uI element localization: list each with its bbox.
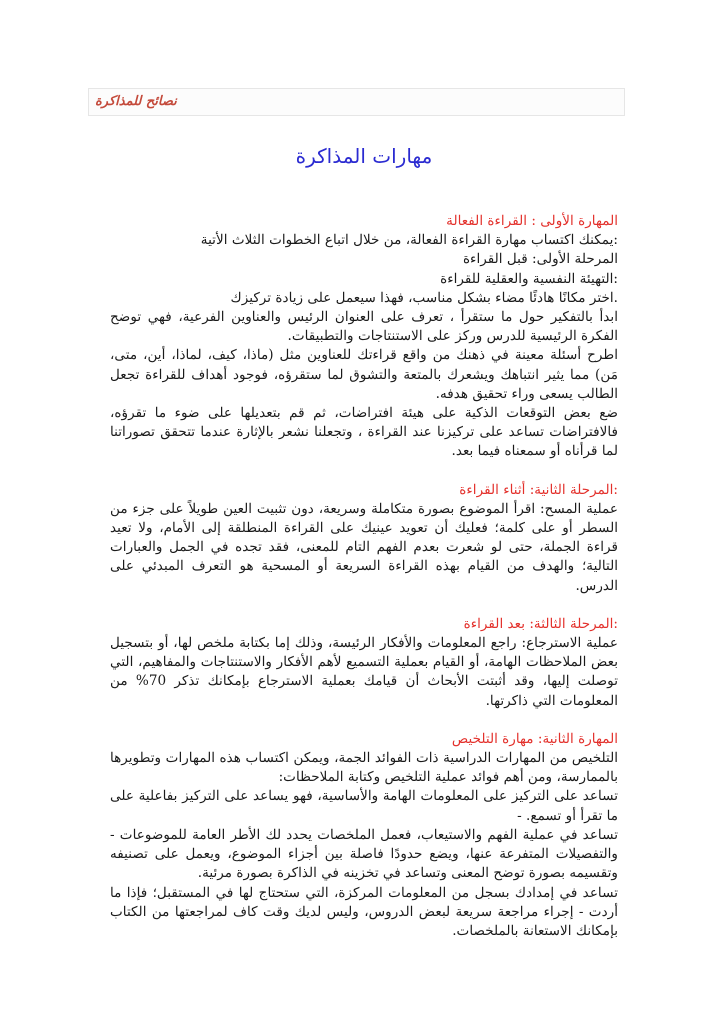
prep-title: :التهيئة النفسية والعقلية للقراءة — [440, 270, 618, 287]
list-item: تساعد في عملية الفهم والاستيعاب، فعمل الملخصات يحدد لك الأطر العامة للموضوعات - والتفصيلات المتفرعة عنها، ويضع حدودًا فاصلة بين أجزاء الموضوع، ويعمل على تصنيفه وتقسيمه بصورة توضح المعنى وتساعد في تخزينه في الذاكرة بصورة مرئية. — [110, 826, 618, 882]
paragraph: اطرح أسئلة معينة في ذهنك من واقع قراءتك للعناوين مثل (ماذا، كيف، لماذا، أين، متى، مَن) مما يثير انتباهك ويشعرك بالمتعة والتشوق لما ستقرؤه، فوجود أهداف للقراءة تجعل الطالب يسعى وراء تحقيق هدفه. — [110, 347, 618, 402]
paragraph: ضع بعض التوقعات الذكية على هيئة افتراضات، ثم قم بتعديلها على ضوء ما تقرؤه، فالافتراضات تساعد على تركيزنا عند القراءة ، وتجعلنا نشعر بالإثارة عندما تتحقق تصوراتنا لما قرأناه أو سمعناه فيما بعد. — [110, 405, 618, 460]
section1-intro: :يمكنك اكتساب مهارة القراءة الفعالة، من خلال اتباع الخطوات الثلاث الأتية — [200, 232, 618, 249]
page-header — [88, 88, 625, 116]
stage2-title: :المرحلة الثانية: أثناء القراءة — [459, 481, 618, 498]
section2-heading: المهارة الثانية: مهارة التلخيص — [451, 730, 618, 747]
stage1-title: المرحلة الأولى: قبل القراءة — [462, 251, 618, 268]
header-title: نصائح للمذاكرة — [95, 94, 177, 109]
paragraph: عملية المسح: اقرأ الموضوع بصورة متكاملة وسريعة، دون تثبيت العين طويلاً على جزء من السطر أو على كلمة؛ فعليك أن تعويد عينيك على القراءة المنطلقة إلى الأمام، ولا تعيد قراءة الجملة، حتى لو شعرت بعدم الفهم التام للمعنى، فقد تجده في الجمل والعبارات التالية؛ والهدف من القيام بهذه القراءة السريعة أو المسحية هو التعرف المبدئي على الدرس. — [110, 500, 618, 594]
paragraph: ابدأ بالتفكير حول ما ستقرأ ، تعرف على العنوان الرئيس والعناوين الفرعية، فهي توضح الفكرة الرئيسية للدرس وركز على الاستنتاجات والتطبيقات. — [110, 309, 618, 345]
paragraph: .اختر مكانًا هادئًا مضاء بشكل مناسب، فهذا سيعمل على زيادة تركيزك — [230, 289, 618, 306]
paragraph: عملية الاسترجاع: راجع المعلومات والأفكار الرئيسة، وذلك إما بكتابة ملخص لها، أو بتسجيل بعض الملاحظات الهامة، أو القيام بعملية التسميع لأهم الأفكار والاستنتاجات والمفاهيم، التي توصلت إليها، وقد أثبتت الأبحاث أن قيامك بعملية الاسترجاع بإمكانك تذكر 70% من المعلومات التي ذاكرتها. — [110, 635, 618, 709]
section1-heading: المهارة الأولى : القراءة الفعالة — [446, 213, 618, 229]
list-item: تساعد على التركيز على المعلومات الهامة والأساسية، فهو يساعد على التركيز بفاعلية على ما تقرأ أو تسمع. - — [110, 788, 618, 824]
paragraph: التلخيص من المهارات الدراسية ذات الفوائد الجمة، ويمكن اكتساب هذه المهارات وتطويرها بالممارسة، ومن أهم فوائد عملية التلخيص وكتابة الملاحظات: — [110, 750, 618, 786]
list-item: تساعد في إمدادك بسجل من المعلومات المركزة، التي ستحتاج لها في المستقبل؛ فإذا ما أردت - إجراء مراجعة سريعة لبعض الدروس، وليس لديك وقت كاف لمراجعتها من الكتاب بإمكانك الاستعانة بالملخصات. — [110, 884, 618, 939]
stage3-title: :المرحلة الثالثة: بعد القراءة — [463, 615, 618, 632]
document-body — [110, 212, 618, 941]
document-title: مهارات المذاكرة — [295, 144, 433, 168]
